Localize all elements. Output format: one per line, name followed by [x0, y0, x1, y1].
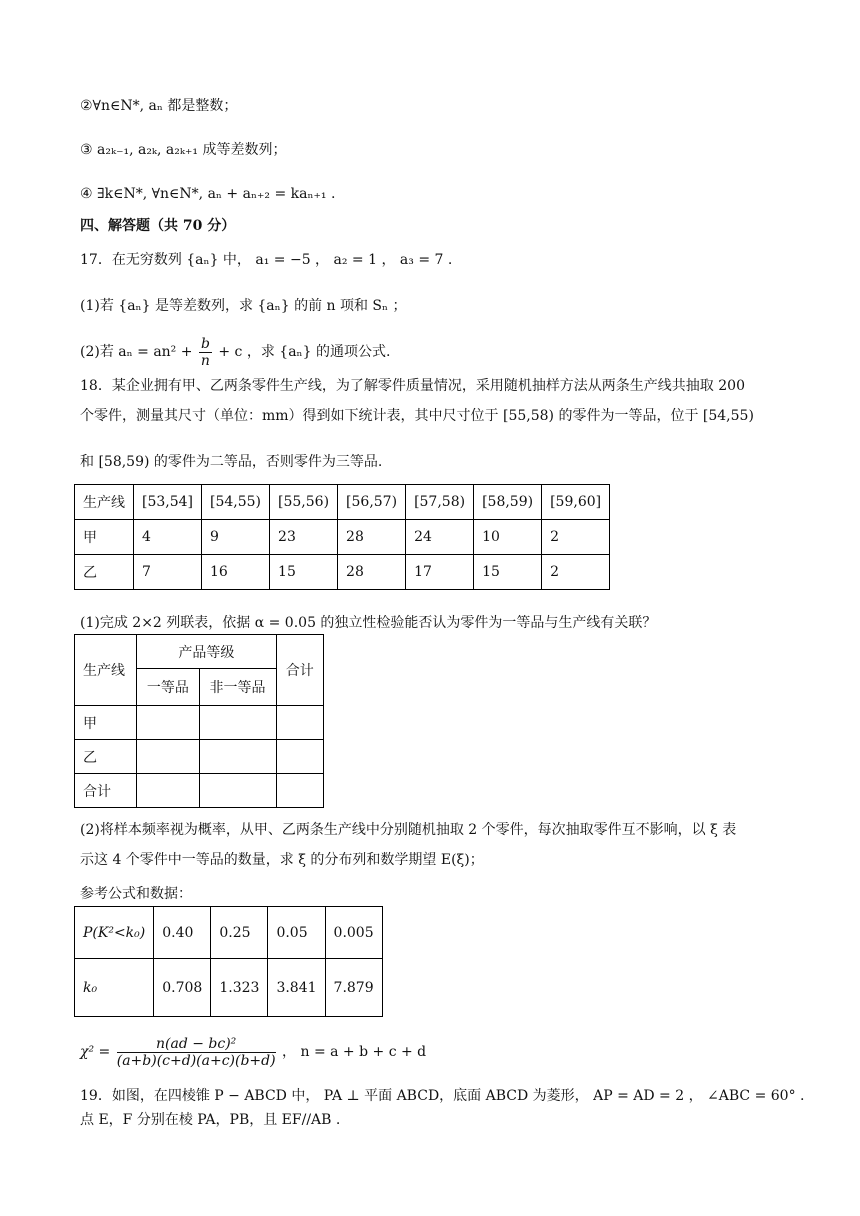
q17-2-fraction: [199, 336, 212, 369]
question-18-part-2-line-2: 示这 4 个零件中一等品的数量，求 ξ 的分布列和数学期望 E(ξ)；: [80, 852, 484, 868]
table-cell: 0.05: [268, 907, 325, 959]
table-header-cell: 生产线: [75, 485, 134, 520]
chi-square-lhs: χ² =: [80, 1044, 111, 1060]
table-cell: 7.879: [325, 959, 382, 1017]
table-cell: 甲: [75, 706, 137, 740]
table-cell: 7: [134, 555, 202, 590]
size-frequency-table: [74, 484, 610, 590]
table-cell: [137, 706, 199, 740]
table-cell: [199, 740, 276, 774]
table-cell: [137, 774, 199, 808]
table-cell: 4: [134, 520, 202, 555]
table-header-cell: 生产线: [75, 635, 137, 706]
q17-2-numerator: b: [200, 335, 210, 352]
table-header-cell: P(K²<k₀): [75, 907, 154, 959]
question-18-line-3: 和 [58,59) 的零件为二等品，否则零件为三等品.: [80, 454, 383, 470]
table-cell: 2: [542, 555, 610, 590]
table-cell: 9: [202, 520, 270, 555]
table-cell: 乙: [75, 740, 137, 774]
question-19-line-2: 点 E，F 分别在棱 PA，PB，且 EF//AB .: [80, 1112, 341, 1128]
table-cell: 16: [202, 555, 270, 590]
question-18-part-1: (1)完成 2×2 列联表，依据 α = 0.05 的独立性检验能否认为零件为一等品与生产线有关联？: [80, 615, 657, 631]
table-cell: [137, 740, 199, 774]
reference-label: 参考公式和数据：: [80, 886, 192, 902]
table-row: [75, 485, 610, 520]
chi-square-denominator: (a+b)(c+d)(a+c)(b+d): [116, 1052, 276, 1069]
table-header-cell: [59,60]: [542, 485, 610, 520]
table-header-cell: k₀: [75, 959, 154, 1017]
table-header-cell: 合计: [276, 635, 323, 706]
table-cell: 15: [474, 555, 542, 590]
chi-square-formula: [80, 1030, 426, 1074]
table-cell: 23: [270, 520, 338, 555]
table-header-cell: [57,58): [406, 485, 474, 520]
q17-2-prefix: (2)若 aₙ = an² +: [80, 344, 193, 360]
table-header-cell: 产品等级: [137, 635, 276, 669]
chi-square-fraction: [117, 1036, 276, 1069]
q17-2-suffix: + c ，求 {aₙ} 的通项公式.: [218, 344, 391, 360]
chi-square-suffix: ， n = a + b + c + d: [282, 1044, 427, 1060]
option-2: ②∀n∈N*, aₙ 都是整数；: [80, 98, 238, 114]
table-cell: [199, 706, 276, 740]
table-row: [75, 740, 324, 774]
table-header-cell: [53,54]: [134, 485, 202, 520]
table-cell: 0.005: [325, 907, 382, 959]
table-cell: 3.841: [268, 959, 325, 1017]
question-18-part-2-line-1: (2)将样本频率视为概率，从甲、乙两条生产线中分别随机抽取 2 个零件，每次抽取零件互不影响，以 ξ 表: [80, 822, 737, 838]
table-header-cell: 一等品: [137, 669, 199, 706]
table-cell: 15: [270, 555, 338, 590]
question-17: 17．在无穷数列 {aₙ} 中， a₁ = −5 ， a₂ = 1 ， a₃ = 7 .: [80, 252, 453, 268]
table-row: [75, 959, 383, 1017]
table-cell: [276, 706, 323, 740]
table-row: [75, 774, 324, 808]
chi-square-numerator: n(ad − bc)²: [117, 1036, 276, 1053]
table-cell: 甲: [75, 520, 134, 555]
reference-table: [74, 906, 383, 1017]
question-18-line-1: 18．某企业拥有甲、乙两条零件生产线，为了解零件质量情况，采用随机抽样方法从两条生产线共抽取 200: [80, 378, 745, 394]
question-19-line-1: 19．如图，在四棱锥 P − ABCD 中， PA ⊥ 平面 ABCD，底面 ABCD 为菱形， AP = AD = 2 ， ∠ABC = 60° .: [80, 1088, 805, 1104]
table-cell: 合计: [75, 774, 137, 808]
table-cell: [199, 774, 276, 808]
table-cell: 2: [542, 520, 610, 555]
table-cell: 乙: [75, 555, 134, 590]
table-cell: 28: [338, 520, 406, 555]
section-heading: 四、解答题（共 70 分）: [80, 218, 236, 234]
table-cell: 24: [406, 520, 474, 555]
question-17-part-2: [80, 332, 390, 372]
table-cell: [276, 774, 323, 808]
table-cell: 0.708: [154, 959, 211, 1017]
contingency-table: [74, 634, 324, 808]
table-cell: 10: [474, 520, 542, 555]
table-header-cell: [55,56): [270, 485, 338, 520]
table-cell: 28: [338, 555, 406, 590]
option-4: ④ ∃k∈N*, ∀n∈N*, aₙ + aₙ₊₂ = kaₙ₊₁ .: [80, 186, 336, 202]
table-header-cell: [58,59): [474, 485, 542, 520]
table-header-cell: 非一等品: [199, 669, 276, 706]
table-row: [75, 520, 610, 555]
table-cell: 0.25: [211, 907, 268, 959]
table-row: [75, 706, 324, 740]
table-row: [75, 635, 324, 669]
table-cell: 1.323: [211, 959, 268, 1017]
option-3: ③ a₂ₖ₋₁, a₂ₖ, a₂ₖ₊₁ 成等差数列；: [80, 142, 287, 158]
table-cell: 0.40: [154, 907, 211, 959]
table-row: [75, 907, 383, 959]
question-17-part-1: (1)若 {aₙ} 是等差数列，求 {aₙ} 的前 n 项和 Sₙ ；: [80, 298, 407, 314]
question-18-line-2: 个零件，测量其尺寸（单位：mm）得到如下统计表，其中尺寸位于 [55,58) 的零件为一等品，位于 [54,55): [80, 408, 754, 424]
q17-2-denominator: n: [200, 352, 210, 369]
table-row: [75, 555, 610, 590]
table-header-cell: [54,55): [202, 485, 270, 520]
table-header-cell: [56,57): [338, 485, 406, 520]
table-cell: [276, 740, 323, 774]
table-cell: 17: [406, 555, 474, 590]
